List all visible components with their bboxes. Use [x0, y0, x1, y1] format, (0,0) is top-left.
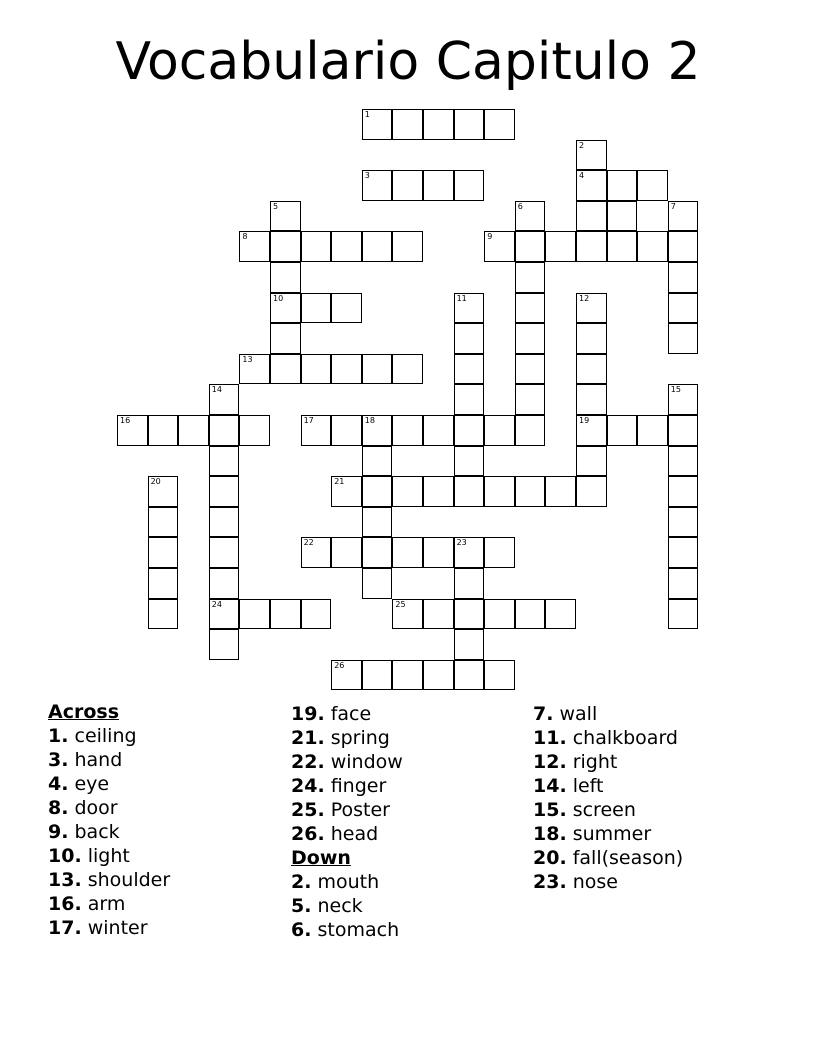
clues-column-3 [533, 702, 773, 894]
grid-cell[interactable] [668, 507, 699, 538]
clue-number: 17. [48, 917, 82, 939]
across-clue [48, 820, 288, 844]
grid-cell[interactable] [362, 537, 393, 568]
clue-text: hand [68, 749, 123, 771]
clue-text: neck [311, 895, 363, 917]
down-clue [533, 726, 773, 750]
grid-cell[interactable] [668, 201, 699, 232]
grid-cell[interactable] [484, 231, 515, 262]
grid-cell[interactable] [454, 446, 485, 477]
cell-number: 10 [273, 293, 284, 303]
grid-cell[interactable] [576, 140, 607, 171]
clue-number: 9. [48, 821, 69, 843]
clue-number: 5. [291, 895, 312, 917]
grid-cell[interactable] [576, 384, 607, 415]
cell-number: 2 [579, 140, 585, 150]
clue-text: wall [553, 703, 598, 725]
cell-number: 18 [364, 416, 375, 425]
across-clue [291, 798, 531, 822]
clue-number: 26. [291, 823, 325, 845]
grid-cell[interactable] [392, 537, 423, 568]
clue-text: back [68, 821, 120, 843]
across-clue [48, 892, 288, 916]
grid-cell[interactable] [515, 384, 546, 415]
cell-number: 7 [670, 201, 676, 211]
clue-text: winter [81, 917, 148, 939]
clue-text: door [68, 797, 118, 819]
grid-cell[interactable] [392, 476, 423, 507]
grid-cell[interactable] [209, 568, 240, 599]
grid-cell[interactable] [362, 476, 393, 507]
down-clue [533, 750, 773, 774]
grid-cell[interactable] [607, 170, 638, 201]
grid-cell[interactable] [331, 476, 362, 507]
grid-cell[interactable] [362, 170, 393, 201]
grid-cell[interactable] [454, 415, 485, 446]
grid-cell[interactable] [576, 354, 607, 385]
grid-cell[interactable] [148, 476, 179, 507]
grid-cell[interactable] [545, 476, 576, 507]
grid-cell[interactable] [392, 231, 423, 262]
grid-cell[interactable] [331, 231, 362, 262]
down-clue [533, 870, 773, 894]
grid-cell[interactable] [484, 599, 515, 630]
clue-number: 11. [533, 727, 567, 749]
grid-cell[interactable] [423, 599, 454, 630]
grid-cell[interactable] [515, 415, 546, 446]
clue-number: 19. [291, 703, 325, 725]
clue-number: 12. [533, 751, 567, 773]
grid-cell[interactable] [362, 507, 393, 538]
grid-cell[interactable] [209, 629, 240, 660]
grid-cell[interactable] [668, 476, 699, 507]
grid-cell[interactable] [607, 415, 638, 446]
cell-number: 14 [211, 385, 222, 395]
grid-cell[interactable] [331, 354, 362, 385]
cell-number: 20 [150, 477, 161, 487]
grid-cell[interactable] [454, 599, 485, 630]
grid-cell[interactable] [668, 231, 699, 262]
clue-number: 4. [48, 773, 69, 795]
grid-cell[interactable] [331, 660, 362, 691]
clue-number: 8. [48, 797, 69, 819]
grid-cell[interactable] [423, 170, 454, 201]
grid-cell[interactable] [515, 476, 546, 507]
cell-number: 24 [211, 599, 222, 609]
grid-cell[interactable] [392, 109, 423, 140]
grid-cell[interactable] [362, 660, 393, 691]
clue-text: head [324, 823, 379, 845]
cell-number: 3 [364, 171, 370, 181]
grid-cell[interactable] [454, 537, 485, 568]
grid-cell[interactable] [362, 354, 393, 385]
clue-text: light [81, 845, 130, 867]
across-clue [48, 916, 288, 940]
grid-cell[interactable] [270, 323, 301, 354]
clue-number: 2. [291, 871, 312, 893]
grid-cell[interactable] [423, 415, 454, 446]
down-clue [533, 846, 773, 870]
clue-text: shoulder [81, 869, 171, 891]
grid-cell[interactable] [515, 262, 546, 293]
grid-cell[interactable] [209, 537, 240, 568]
grid-cell[interactable] [576, 293, 607, 324]
grid-cell[interactable] [148, 599, 179, 630]
grid-cell[interactable] [576, 231, 607, 262]
grid-cell[interactable] [454, 354, 485, 385]
cell-number: 9 [487, 232, 493, 242]
grid-cell[interactable] [484, 537, 515, 568]
across-clue [48, 724, 288, 748]
grid-cell[interactable] [392, 170, 423, 201]
grid-cell[interactable] [209, 415, 240, 446]
across-clue [48, 844, 288, 868]
clues-column-1 [48, 700, 288, 940]
grid-cell[interactable] [668, 262, 699, 293]
grid-cell[interactable] [637, 231, 668, 262]
down-clue [533, 702, 773, 726]
grid-cell[interactable] [423, 537, 454, 568]
cell-number: 5 [273, 201, 279, 211]
across-clue [291, 726, 531, 750]
clue-text: mouth [311, 871, 380, 893]
clue-text: stomach [311, 919, 400, 941]
grid-cell[interactable] [515, 354, 546, 385]
grid-cell[interactable] [454, 476, 485, 507]
grid-cell[interactable] [117, 415, 148, 446]
grid-cell[interactable] [515, 201, 546, 232]
grid-cell[interactable] [515, 323, 546, 354]
grid-cell[interactable] [301, 231, 332, 262]
clue-text: left [566, 775, 604, 797]
across-clue [291, 774, 531, 798]
grid-cell[interactable] [484, 109, 515, 140]
grid-cell[interactable] [270, 354, 301, 385]
clue-number: 7. [533, 703, 554, 725]
clue-text: screen [566, 799, 636, 821]
down-clue [291, 870, 531, 894]
clue-number: 6. [291, 919, 312, 941]
grid-cell[interactable] [209, 384, 240, 415]
grid-cell[interactable] [362, 415, 393, 446]
grid-cell[interactable] [545, 231, 576, 262]
clue-number: 23. [533, 871, 567, 893]
across-header: Across [48, 701, 120, 723]
down-clue-list-a [291, 870, 531, 942]
cell-number: 4 [579, 171, 585, 181]
grid-cell[interactable] [576, 476, 607, 507]
down-clue-list-b [533, 702, 773, 894]
grid-cell[interactable] [362, 568, 393, 599]
across-clue [291, 702, 531, 726]
clue-text: window [324, 751, 403, 773]
grid-cell[interactable] [454, 323, 485, 354]
grid-cell[interactable] [239, 415, 270, 446]
clue-number: 3. [48, 749, 69, 771]
clues-column-2 [291, 702, 531, 942]
clue-text: Poster [324, 799, 390, 821]
grid-cell[interactable] [331, 537, 362, 568]
clue-text: arm [81, 893, 126, 915]
grid-cell[interactable] [148, 537, 179, 568]
grid-cell[interactable] [576, 323, 607, 354]
cell-number: 26 [334, 660, 345, 670]
grid-cell[interactable] [239, 599, 270, 630]
grid-cell[interactable] [270, 293, 301, 324]
clue-text: eye [68, 773, 110, 795]
grid-cell[interactable] [270, 262, 301, 293]
grid-cell[interactable] [637, 170, 668, 201]
clue-text: face [324, 703, 372, 725]
clue-number: 14. [533, 775, 567, 797]
grid-cell[interactable] [576, 201, 607, 232]
grid-cell[interactable] [209, 476, 240, 507]
clue-text: chalkboard [566, 727, 678, 749]
grid-cell[interactable] [301, 354, 332, 385]
grid-cell[interactable] [668, 415, 699, 446]
down-clue [533, 798, 773, 822]
grid-cell[interactable] [454, 170, 485, 201]
grid-cell[interactable] [515, 293, 546, 324]
grid-cell[interactable] [392, 354, 423, 385]
grid-cell[interactable] [239, 354, 270, 385]
page-title: Vocabulario Capitulo 2 [115, 32, 701, 92]
cell-number: 11 [456, 293, 467, 303]
grid-cell[interactable] [668, 599, 699, 630]
across-clue [48, 772, 288, 796]
grid-cell[interactable] [270, 201, 301, 232]
cell-number: 12 [579, 293, 590, 303]
grid-cell[interactable] [576, 170, 607, 201]
clue-number: 15. [533, 799, 567, 821]
across-clue-list-b [291, 702, 531, 846]
grid-cell[interactable] [454, 568, 485, 599]
grid-cell[interactable] [362, 109, 393, 140]
cell-number: 22 [303, 538, 314, 548]
grid-cell[interactable] [454, 629, 485, 660]
clue-number: 24. [291, 775, 325, 797]
grid-cell[interactable] [301, 537, 332, 568]
cell-number: 21 [334, 477, 345, 487]
clue-text: finger [324, 775, 387, 797]
clue-text: summer [566, 823, 652, 845]
across-clue [48, 748, 288, 772]
grid-cell[interactable] [668, 568, 699, 599]
grid-cell[interactable] [545, 599, 576, 630]
grid-cell[interactable] [239, 231, 270, 262]
grid-cell[interactable] [576, 415, 607, 446]
clue-text: nose [566, 871, 618, 893]
grid-cell[interactable] [301, 415, 332, 446]
down-clue [533, 822, 773, 846]
clue-text: ceiling [68, 725, 137, 747]
grid-cell[interactable] [668, 293, 699, 324]
grid-cell[interactable] [668, 537, 699, 568]
grid-cell[interactable] [148, 568, 179, 599]
grid-cell[interactable] [209, 446, 240, 477]
clue-number: 20. [533, 847, 567, 869]
across-clue [291, 822, 531, 846]
grid-cell[interactable] [423, 660, 454, 691]
clue-number: 22. [291, 751, 325, 773]
cell-number: 15 [670, 385, 681, 395]
clue-text: fall(season) [566, 847, 684, 869]
down-clue [291, 894, 531, 918]
across-clue [48, 796, 288, 820]
clue-text: spring [324, 727, 390, 749]
grid-cell[interactable] [607, 201, 638, 232]
grid-cell[interactable] [392, 599, 423, 630]
grid-cell[interactable] [148, 415, 179, 446]
cell-number: 23 [456, 538, 467, 548]
across-clue-list-a [48, 724, 288, 940]
down-header: Down [291, 847, 351, 869]
grid-cell[interactable] [331, 293, 362, 324]
across-clue [48, 868, 288, 892]
cell-number: 8 [242, 232, 248, 242]
grid-cell[interactable] [607, 231, 638, 262]
grid-cell[interactable] [301, 599, 332, 630]
clue-number: 13. [48, 869, 82, 891]
grid-cell[interactable] [362, 446, 393, 477]
across-clue [291, 750, 531, 774]
grid-cell[interactable] [209, 599, 240, 630]
grid-cell[interactable] [668, 384, 699, 415]
grid-cell[interactable] [454, 384, 485, 415]
grid-cell[interactable] [209, 507, 240, 538]
grid-cell[interactable] [454, 293, 485, 324]
cell-number: 16 [120, 416, 131, 425]
grid-cell[interactable] [301, 293, 332, 324]
grid-cell[interactable] [668, 323, 699, 354]
grid-cell[interactable] [362, 231, 393, 262]
grid-cell[interactable] [270, 231, 301, 262]
grid-cell[interactable] [576, 446, 607, 477]
grid-cell[interactable] [484, 660, 515, 691]
grid-cell[interactable] [454, 109, 485, 140]
grid-cell[interactable] [148, 507, 179, 538]
clue-number: 16. [48, 893, 82, 915]
cell-number: 6 [517, 201, 523, 211]
clue-number: 18. [533, 823, 567, 845]
grid-cell[interactable] [484, 415, 515, 446]
grid-cell[interactable] [331, 415, 362, 446]
grid-cell[interactable] [392, 660, 423, 691]
grid-cell[interactable] [668, 446, 699, 477]
grid-cell[interactable] [270, 599, 301, 630]
clue-number: 21. [291, 727, 325, 749]
grid-cell[interactable] [637, 415, 668, 446]
grid-cell[interactable] [178, 415, 209, 446]
grid-cell[interactable] [515, 231, 546, 262]
cell-number: 19 [579, 416, 590, 425]
down-clue [291, 918, 531, 942]
grid-cell[interactable] [454, 660, 485, 691]
cell-number: 17 [303, 416, 314, 425]
grid-cell[interactable] [515, 599, 546, 630]
grid-cell[interactable] [392, 415, 423, 446]
cell-number: 1 [364, 110, 370, 119]
grid-cell[interactable] [423, 476, 454, 507]
clue-text: right [566, 751, 618, 773]
clue-number: 10. [48, 845, 82, 867]
cell-number: 25 [395, 599, 406, 609]
clue-number: 1. [48, 725, 69, 747]
cell-number: 13 [242, 354, 253, 364]
grid-cell[interactable] [423, 109, 454, 140]
down-clue [533, 774, 773, 798]
grid-cell[interactable] [484, 476, 515, 507]
clue-number: 25. [291, 799, 325, 821]
